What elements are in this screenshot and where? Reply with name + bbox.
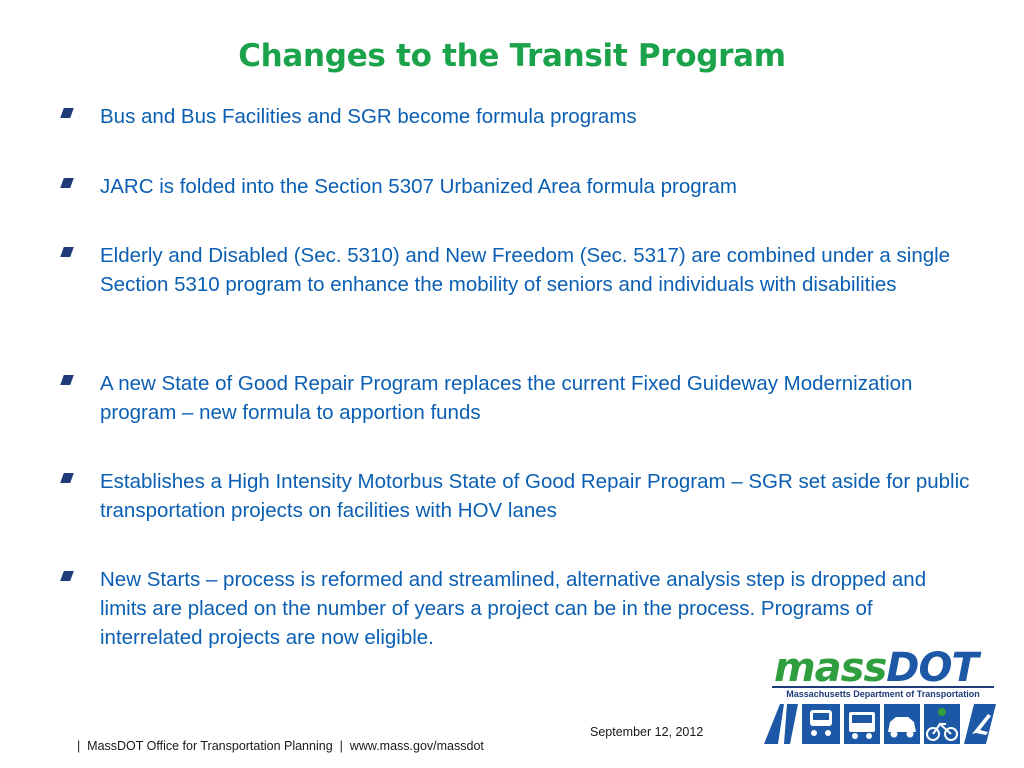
bus-icon [844, 704, 880, 744]
bullet-marker-icon [60, 108, 74, 118]
footer-separator: | [339, 739, 343, 753]
bullet-marker-icon [60, 571, 74, 581]
airplane-icon [964, 704, 996, 744]
footer-office: MassDOT Office for Transportation Planning [87, 739, 333, 753]
train-icon [802, 704, 840, 744]
logo-wordmark [774, 645, 978, 691]
car-icon [884, 704, 920, 744]
bullet-text: Elderly and Disabled (Sec. 5310) and New Freedom (Sec. 5317) are combined under a single Section 5310 program to enhance the mobility of seniors and individuals with disabilities [100, 244, 951, 296]
bullet-text: Bus and Bus Facilities and SGR become formula programs [100, 105, 637, 128]
road-icon [764, 704, 798, 744]
bullet-marker-icon [60, 375, 74, 385]
bullet-text: New Starts – process is reformed and streamlined, alternative analysis step is dropped and limits are placed on the number of years a project can be in the process. Programs of interrelated projects are now eligible. [100, 568, 927, 649]
footer-separator: | [76, 739, 81, 753]
logo-word-dot: DOT [886, 645, 978, 691]
bullet-text: Establishes a High Intensity Motorbus State of Good Repair Program – SGR set aside for public transportation projects on facilities with HOV lanes [100, 470, 970, 522]
logo-word-mass: mass [774, 645, 887, 691]
massdot-logo [760, 645, 1000, 748]
bullet-text: JARC is folded into the Section 5307 Urbanized Area formula program [100, 175, 737, 198]
bullet-marker-icon [60, 247, 74, 257]
logo-icon-strip [760, 700, 1000, 748]
footer [70, 725, 704, 767]
bullet-text: A new State of Good Repair Program replaces the current Fixed Guideway Modernization program – new formula to apportion funds [100, 372, 913, 424]
bicycle-icon [924, 704, 960, 744]
bullet-marker-icon [60, 178, 74, 188]
bullet-marker-icon [60, 473, 74, 483]
slide-title: Changes to the Transit Program [238, 38, 786, 74]
footer-url[interactable]: www.mass.gov/massdot [349, 739, 484, 753]
footer-date: September 12, 2012 [590, 725, 704, 739]
logo-subtitle: Massachusetts Department of Transportation [772, 686, 994, 699]
